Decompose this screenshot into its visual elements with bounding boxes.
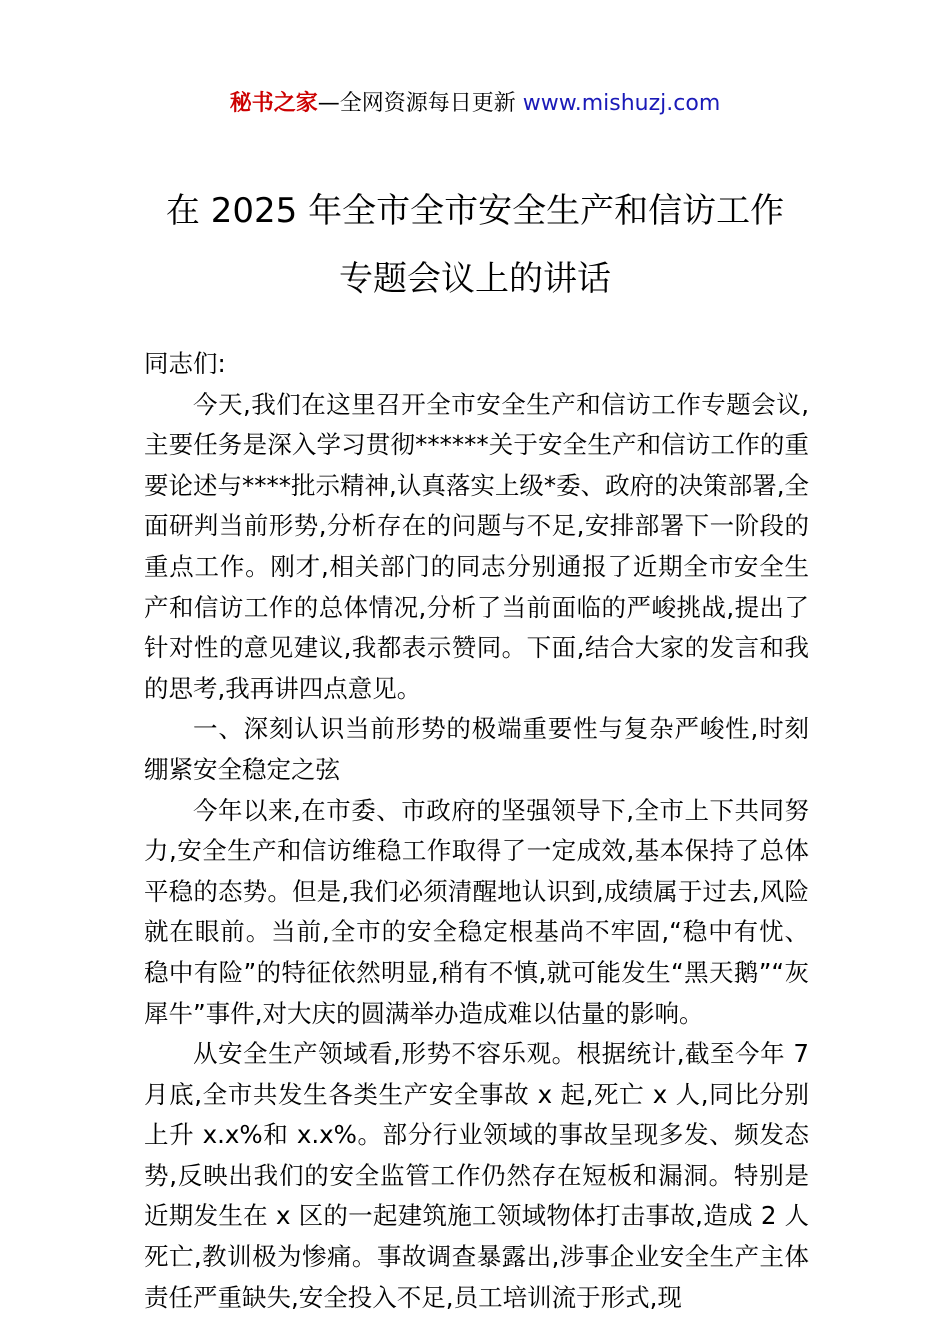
paragraph-situation: 今年以来,在市委、市政府的坚强领导下,全市上下共同努力,安全生产和信访维稳工作取得了一定成效,基本保持了总体平稳的态势。但是,我们必须清醒地认识到,成绩属于过去,风险就在眼前。当前,全市的安全稳定根基尚不牢固,“稳中有忧、稳中有险”的特征依然明显,稍有不慎,就可能发生“黑天鹅”“灰犀牛”事件,对大庆的圆满举办造成难以估量的影响。 (144, 795, 810, 1028)
document-title-line-1: 在 2025 年全市全市安全生产和信访工作 (165, 191, 785, 231)
document-title-line-2: 专题会议上的讲话 (339, 259, 611, 299)
salutation: 同志们: (144, 349, 226, 378)
paragraph-safety-production: 从安全生产领域看,形势不容乐观。根据统计,截至今年 7 月底,全市共发生各类生产安全事故 x 起,死亡 x 人,同比分别上升 x.x%和 x.x%。部分行业领域的事故呈现多发、频发态势,反映出我们的安全监管工作仍然存在短板和漏洞。特别是近期发生在 x 区的一起建筑施工领域物体打击事故,造成 2 人死亡,教训极为惨痛。事故调查暴露出,涉事企业安全生产主体责任严重缺失,安全投入不足,员工培训流于形式,现 (144, 1039, 809, 1312)
site-tagline: —全网资源每日更新 (317, 91, 516, 116)
site-header (0, 88, 950, 120)
site-brand: 秘书之家 (229, 91, 318, 116)
section-heading-1: 一、深刻认识当前形势的极端重要性与复杂严峻性,时刻绷紧安全稳定之弦 (144, 714, 809, 784)
site-url-link[interactable]: www.mishuzj.com (522, 91, 721, 116)
paragraph-intro: 今天,我们在这里召开全市安全生产和信访工作专题会议,主要任务是深入学习贯彻******关于安全生产和信访工作的重要论述与****批示精神,认真落实上级*委、政府的决策部署,全面研判当前形势,分析存在的问题与不足,安排部署下一阶段的重点工作。刚才,相关部门的同志分别通报了近期全市安全生产和信访工作的总体情况,分析了当前面临的严峻挑战,提出了针对性的意见建议,我都表示赞同。下面,结合大家的发言和我的思考,我再讲四点意见。 (144, 389, 809, 703)
document-body (144, 344, 809, 1318)
